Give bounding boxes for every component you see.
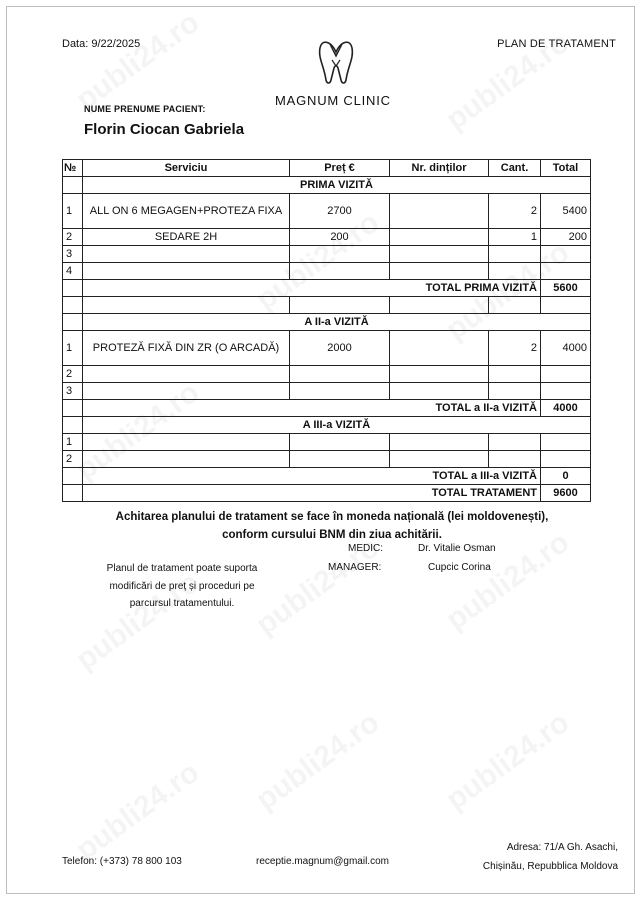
section-total-row: [63, 468, 591, 485]
column-header-qty: Cant.: [489, 160, 541, 177]
cell-qty: [489, 366, 541, 383]
footer-address: [483, 838, 618, 876]
cell-qty: 2: [489, 331, 541, 366]
section-total-label: TOTAL PRIMA VIZITĂ: [83, 280, 541, 297]
table-row: [63, 383, 591, 400]
column-header-total: Total: [541, 160, 591, 177]
table-row: [63, 263, 591, 280]
cell-total: 4000: [541, 331, 591, 366]
section-total-row: [63, 400, 591, 417]
cell-nr: 2: [63, 229, 83, 246]
cell-price: 2700: [290, 194, 390, 229]
cell-service: [83, 366, 290, 383]
footer-email: receptie.magnum@gmail.com: [256, 856, 389, 867]
payment-note-line: conform cursului BNM din ziua achitării.: [222, 529, 442, 541]
section-total-value: 5600: [541, 280, 591, 297]
patient-label: NUME PRENUME PACIENT:: [84, 104, 206, 114]
section-total-row: [63, 280, 591, 297]
cell-total: [541, 383, 591, 400]
cell-qty: [489, 451, 541, 468]
cell-teeth: [390, 366, 489, 383]
cell-qty: [489, 383, 541, 400]
cell-teeth: [390, 434, 489, 451]
disclaimer-note: [92, 560, 272, 613]
cell-service: [83, 451, 290, 468]
spacer-row: [63, 297, 591, 314]
cell-price: 200: [290, 229, 390, 246]
cell-price: [290, 246, 390, 263]
table-row: [63, 451, 591, 468]
cell-qty: 2: [489, 194, 541, 229]
cell-service: SEDARE 2H: [83, 229, 290, 246]
manager-name: Cupcic Corina: [428, 562, 491, 573]
clinic-name: MAGNUM CLINIC: [275, 93, 391, 108]
address-line: Adresa: 71/A Gh. Asachi,: [506, 842, 618, 853]
cell-service: ALL ON 6 MEGAGEN+PROTEZA FIXA: [83, 194, 290, 229]
cell-total: [541, 366, 591, 383]
document-date: Data: 9/22/2025: [62, 38, 141, 50]
section-total-value: 4000: [541, 400, 591, 417]
cell-teeth: [390, 194, 489, 229]
cell-total: [541, 434, 591, 451]
column-header-service: Serviciu: [83, 160, 290, 177]
grand-total-value: 9600: [541, 485, 591, 502]
cell-nr: 4: [63, 263, 83, 280]
section-header-row: [63, 314, 591, 331]
treatment-table: [62, 159, 591, 502]
table-row: [63, 246, 591, 263]
cell-total: 200: [541, 229, 591, 246]
cell-service: [83, 263, 290, 280]
tooth-logo-icon: [312, 36, 360, 86]
cell-price: 2000: [290, 331, 390, 366]
cell-teeth: [390, 383, 489, 400]
cell-price: [290, 451, 390, 468]
cell-qty: 1: [489, 229, 541, 246]
cell-total: 5400: [541, 194, 591, 229]
section-header-row: [63, 417, 591, 434]
cell-qty: [489, 434, 541, 451]
cell-service: PROTEZĂ FIXĂ DIN ZR (O ARCADĂ): [83, 331, 290, 366]
footer-phone: Telefon: (+373) 78 800 103: [62, 856, 182, 867]
cell-total: [541, 246, 591, 263]
cell-nr: 1: [63, 434, 83, 451]
column-header-price: Preț €: [290, 160, 390, 177]
cell-price: [290, 434, 390, 451]
section-title: PRIMA VIZITĂ: [83, 177, 591, 194]
cell-nr: 1: [63, 194, 83, 229]
cell-service: [83, 246, 290, 263]
document-title: PLAN DE TRATAMENT: [497, 38, 616, 50]
section-header-row: [63, 177, 591, 194]
cell-nr: 3: [63, 383, 83, 400]
medic-label: MEDIC:: [348, 543, 383, 554]
section-total-label: TOTAL a II-a VIZITĂ: [83, 400, 541, 417]
cell-price: [290, 383, 390, 400]
cell-teeth: [390, 263, 489, 280]
table-row: [63, 434, 591, 451]
cell-nr: 2: [63, 451, 83, 468]
column-header-nr: №: [63, 160, 83, 177]
cell-teeth: [390, 451, 489, 468]
table-row: [63, 331, 591, 366]
cell-qty: [489, 263, 541, 280]
table-header-row: [63, 160, 591, 177]
table-row: [63, 229, 591, 246]
grand-total-label: TOTAL TRATAMENT: [83, 485, 541, 502]
disclaimer-line: modificări de preț și proceduri pe: [109, 580, 255, 592]
medic-name: Dr. Vitalie Osman: [418, 543, 496, 554]
section-total-label: TOTAL a III-a VIZITĂ: [83, 468, 541, 485]
manager-label: MANAGER:: [328, 562, 382, 573]
cell-service: [83, 434, 290, 451]
patient-name: Florin Ciocan Gabriela: [84, 121, 245, 138]
cell-price: [290, 366, 390, 383]
disclaimer-line: Planul de tratament poate suporta: [106, 563, 258, 574]
cell-total: [541, 451, 591, 468]
table-row: [63, 194, 591, 229]
disclaimer-line: parcursul tratamentului.: [129, 598, 235, 609]
cell-teeth: [390, 331, 489, 366]
address-line: Chișinău, Repubblica Moldova: [482, 861, 618, 872]
table-row: [63, 366, 591, 383]
section-total-value: 0: [541, 468, 591, 485]
cell-qty: [489, 246, 541, 263]
cell-teeth: [390, 229, 489, 246]
section-title: A III-a VIZITĂ: [83, 417, 591, 434]
payment-note: [62, 508, 602, 544]
cell-price: [290, 263, 390, 280]
payment-note-line: Achitarea planului de tratament se face în moneda națională (lei moldovenești),: [115, 511, 549, 523]
cell-nr: 3: [63, 246, 83, 263]
cell-nr: 1: [63, 331, 83, 366]
cell-teeth: [390, 246, 489, 263]
grand-total-row: [63, 485, 591, 502]
cell-nr: 2: [63, 366, 83, 383]
cell-total: [541, 263, 591, 280]
cell-service: [83, 383, 290, 400]
column-header-teeth: Nr. dinților: [390, 160, 489, 177]
section-title: A II-a VIZITĂ: [83, 314, 591, 331]
